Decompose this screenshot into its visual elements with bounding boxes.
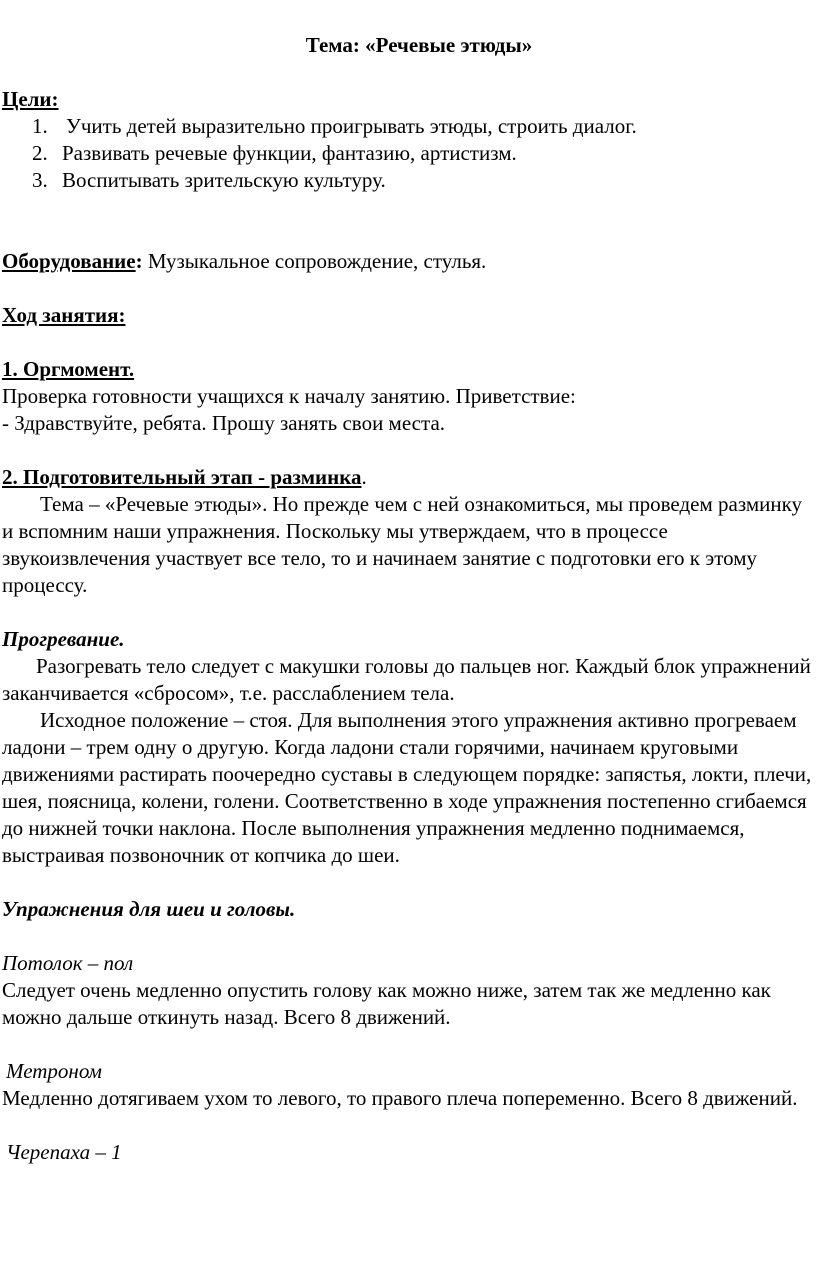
warmup-heading: Прогревание. — [2, 627, 125, 651]
section1-line2: - Здравствуйте, ребята. Прошу занять свои места. — [2, 411, 446, 435]
goals-heading: Цели: — [2, 87, 59, 111]
page-title: Тема: «Речевые этюды» — [305, 33, 533, 57]
exercise-2-text: Медленно дотягиваем ухом то левого, то правого плеча попеременно. Всего 8 движений. — [2, 1086, 798, 1110]
goals-list — [2, 113, 816, 194]
section1-line1: Проверка готовности учащихся к началу занятию. Приветствие: — [2, 384, 576, 408]
neck-heading: Упражнения для шеи и головы. — [2, 897, 296, 921]
equipment-line: Оборудование: Музыкальное сопровождение, стулья. — [2, 249, 487, 273]
section2-heading-line: 2. Подготовительный этап - разминка. — [2, 465, 367, 489]
warmup-paragraph-2: Исходное положение – стоя. Для выполнения этого упражнения активно прогреваем ладони – трем одну о другую. Когда ладони стали горячими, начинаем круговыми движениями растирать поочередно суставы в следующем порядке: запястья, локти, плечи, шея, поясница, колени, голени. Соответственно в ходе упражнения постепенно сгибаемся до нижней точки наклона. После выполнения упражнения медленно поднимаемся, выстраивая позвоночник от копчика до шеи. — [2, 708, 812, 867]
goal-item: 3. Воспитывать зрительскую культуру. — [32, 168, 386, 192]
equipment-text: Музыкальное сопровождение, стулья. — [142, 249, 487, 273]
section1-heading: 1. Оргмомент. — [2, 357, 135, 381]
warmup-paragraph-1: Разогревать тело следует с макушки головы до пальцев ног. Каждый блок упражнений заканчивается «сбросом», т.е. расслаблением тела. — [2, 654, 811, 705]
goal-item: 1. Учить детей выразительно проигрывать этюды, строить диалог. — [32, 114, 637, 138]
exercise-1-title: Потолок – пол — [2, 951, 134, 975]
course-heading: Ход занятия: — [2, 303, 126, 327]
section2-heading: 2. Подготовительный этап - разминка — [2, 465, 362, 489]
exercise-3-title: Черепаха – 1 — [6, 1140, 122, 1164]
exercise-2-title: Метроном — [6, 1059, 102, 1083]
section2-paragraph: Тема – «Речевые этюды». Но прежде чем с ней ознакомиться, мы проведем разминку и вспомним наши упражнения. Поскольку мы утверждаем, что в процессе звукоизвлечения участвует все тело, то и начинаем занятие с подготовки его к этому процессу. — [2, 492, 802, 597]
equipment-label: Оборудование — [2, 249, 136, 273]
exercise-1-text: Следует очень медленно опустить голову как можно ниже, затем так же медленно как можно дальше откинуть назад. Всего 8 движений. — [2, 978, 771, 1029]
goal-item: 2. Развивать речевые функции, фантазию, артистизм. — [32, 141, 517, 165]
